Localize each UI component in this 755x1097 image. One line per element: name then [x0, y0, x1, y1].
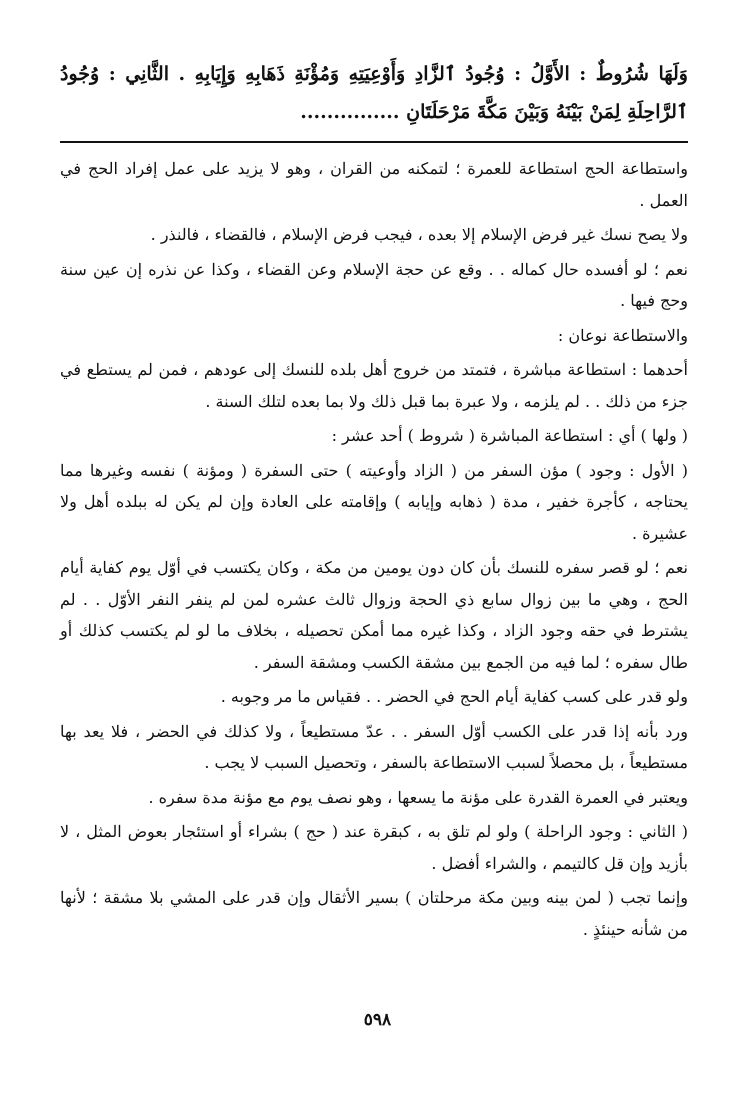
paragraph: أحدهما : استطاعة مباشرة ، فتمتد من خروج أهل بلده للنسك إلى عودهم ، فمن لم يستطع في جزء من ذلك . . لم يلزمه ، ولا عبرة بما قبل ذلك ولا بما بعده لتلك السنة .: [60, 360, 688, 411]
paragraph: ( الثاني : وجود الراحلة ) ولو لم تلق به ، كبقرة عند ( حج ) بشراء أو استئجار بعوض المثل ، لا بأزيد وإن قل كالتيمم ، والشراء أفضل .: [60, 822, 688, 873]
paragraph: ورد بأنه إذا قدر على الكسب أوّل السفر . . عدّ مستطيعاً ، ولا كذلك في الحضر ، فلا يعد بها مستطيعاً ، بل محصلاً لسبب الاستطاعة بالسفر ، وتحصيل السبب لا يجب .: [60, 721, 688, 772]
matn-text: وَلَهَا شُرُوطٌ : الأَوَّلُ : وُجُودُ ٱلزَّادِ وَأَوْعِيَتِهِ وَمُؤْنَةِ ذَهَابِهِ وَإِيَابِهِ . الثَّانِي : وُجُودُ ٱلرَّاحِلَةِ لِمَنْ بَيْنَهُ وَبَيْنَ مَكَّةَ مَرْحَلَتَانِ: [60, 63, 688, 123]
paragraph: ( ولها ) أي : استطاعة المباشرة ( شروط ) أحد عشر :: [331, 426, 688, 445]
matn-ellipsis: ...............: [300, 101, 400, 123]
paragraph: وإنما تجب ( لمن بينه وبين مكة مرحلتان ) بسير الأثقال وإن قدر على المشي بلا مشقة ؛ لأنها من شأنه حينئذٍ .: [60, 888, 688, 939]
matn-text-block: [60, 55, 688, 131]
paragraph: واستطاعة الحج استطاعة للعمرة ؛ لتمكنه من القران ، وهو لا يزيد على عمل إفراد الحج في العمل .: [60, 159, 688, 210]
paragraph: ولا يصح نسك غير فرض الإسلام إلا بعده ، فيجب فرض الإسلام ، فالقضاء ، فالنذر .: [150, 225, 688, 244]
separator-line: [60, 141, 688, 143]
paragraph: نعم ؛ لو أفسده حال كماله . . وقع عن حجة الإسلام وعن القضاء ، وكذا عن نذره إن عين سنة وحج فيها .: [60, 259, 688, 310]
paragraph: والاستطاعة نوعان :: [557, 325, 688, 345]
paragraph: ويعتبر في العمرة القدرة على مؤنة ما يسعها ، وهو نصف يوم مع مؤنة مدة سفره .: [148, 787, 688, 807]
page-number: ٥٩٨: [363, 1010, 392, 1030]
paragraph: ( الأول : وجود ) مؤن السفر من ( الزاد وأوعيته ) حتى السفرة ( ومؤنة ) نفسه وغيرها مما يحتاجه ، كأجرة خفير ، مدة ( ذهابه وإيابه ) وإقامته على العادة وإن لم يكن له ببلده أهل ولا عشيرة .: [60, 460, 688, 543]
paragraph: نعم ؛ لو قصر سفره للنسك بأن كان دون يومين من مكة ، وكان يكتسب في أوّل يوم كفاية أيام الحج ، وهي ما بين زوال سابع ذي الحجة وزوال ثالث عشره لمن لم ينفر النفر الأوّل . . لم يشترط في حقه وجود الزاد ، وكذا غيره مما أمكن تحصيله ، بخلاف ما لو لم يكتسب كذلك أو طال سفره ؛ لما فيه من الجمع بين مشقة الكسب ومشقة السفر .: [60, 558, 689, 672]
page-body: [60, 55, 688, 948]
paragraph: ولو قدر على كسب كفاية أيام الحج في الحضر . . فقياس ما مر وجوبه .: [220, 687, 688, 706]
commentary-text: [60, 153, 688, 945]
